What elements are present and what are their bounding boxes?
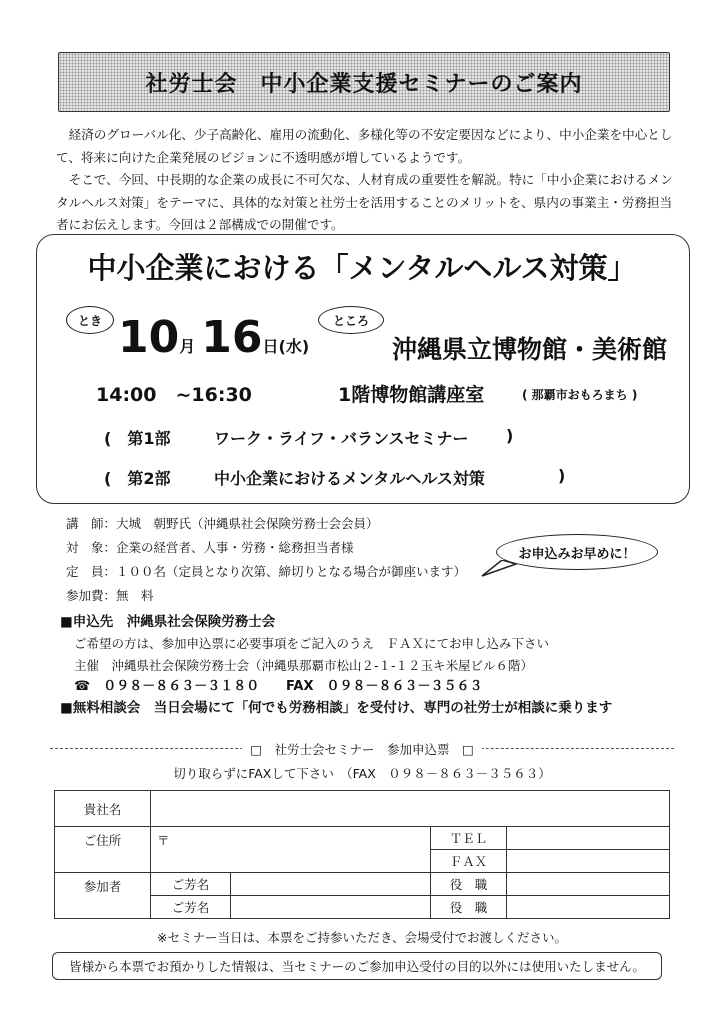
privacy-notice [52, 952, 662, 980]
session-2-title: 中小企業におけるメンタルヘルス対策 [214, 469, 485, 488]
postal-mark: 〒 [157, 833, 170, 848]
event-room: 1階博物館講座室 [338, 384, 485, 406]
address-field[interactable] [151, 827, 431, 873]
event-title: 中小企業における「メンタルヘルス対策」 [87, 251, 637, 285]
session-2-close: ) [558, 466, 566, 485]
session-1-close: ) [506, 426, 514, 445]
name-label-2: ご芳名 [151, 896, 231, 919]
event-room-note: ( 那覇市おもろまち ) [522, 388, 638, 402]
form-instruction: 切り取らずにFAXして下さい （FAX ０９８－８６３－３５６３） [173, 766, 551, 781]
fax-number: FAX ０９８－８６３－３５６３ [286, 679, 483, 694]
apply-heading: ■申込先 沖縄県社会保険労務士会 [60, 614, 276, 630]
position-label-1: 役 職 [431, 873, 507, 896]
apply-early-bubble: お申込みお早めに！ [496, 534, 658, 570]
lecturer: 講 師：大城 朝野氏（沖縄県社会保険労務士会会員） [66, 516, 379, 531]
tel-label: ＴＥＬ [431, 827, 507, 850]
name-field-2[interactable] [231, 896, 431, 919]
event-date [118, 312, 309, 363]
session-1-open: ( 第1部 [104, 429, 171, 448]
event-day-unit: 日 [262, 337, 279, 356]
event-weekday: (水) [278, 337, 310, 356]
page-title: 社労士会 中小企業支援セミナーのご案内 [145, 71, 583, 97]
position-field-2[interactable] [507, 896, 670, 919]
tel-field[interactable] [507, 827, 670, 850]
intro-text [56, 124, 676, 237]
intro-paragraph-2: そこで、今回、中長期的な企業の成長に不可欠な、人材育成の重要性を解説。特に「中小企業におけるメンタルヘルス対策」をテーマに、具体的な対策と社労士を活用することのメリットを、県内の事業主・労務担当者にお伝えします。今回は２部構成での開催です。 [56, 172, 673, 232]
intro-paragraph-1: 経済のグローバル化、少子高齢化、雇用の流動化、多様化等の不安定要因などにより、中小企業を中心として、将来に向けた企業発展のビジョンに不透明感が増しているようです。 [56, 127, 673, 165]
name-label-1: ご芳名 [151, 873, 231, 896]
where-label: ところ [318, 306, 384, 334]
event-month-unit: 月 [179, 337, 196, 356]
free-consultation: ■無料相談会 当日会場にて「何でも労務相談」を受付け、専門の社労士が相談に乗ります [60, 700, 613, 716]
event-venue: 沖縄県立博物館・美術館 [392, 335, 668, 364]
session-1-title: ワーク・ライフ・バランスセミナー [214, 429, 469, 448]
when-label: とき [66, 306, 114, 334]
organizer: 主催 沖縄県社会保険労務士会（沖縄県那覇市松山２-１-１２玉キ米屋ビル６階） [74, 658, 534, 673]
name-field-1[interactable] [231, 873, 431, 896]
session-2-open: ( 第2部 [104, 469, 171, 488]
event-day: 16 [201, 312, 263, 363]
bubble-tail [480, 560, 520, 580]
participant-label: 参加者 [55, 873, 151, 919]
event-month: 10 [118, 312, 180, 363]
fax-field[interactable] [507, 850, 670, 873]
fee: 参加費：無 料 [66, 588, 154, 603]
application-form-table [54, 790, 670, 919]
position-field-1[interactable] [507, 873, 670, 896]
privacy-notice-text: 皆様から本票でお預かりした情報は、当セミナーのご参加申込受付の目的以外には使用いたしません。 [69, 959, 645, 974]
capacity: 定 員：１００名（定員となり次第、締切りとなる場合が御座います） [66, 564, 467, 579]
fax-label: ＦＡＸ [431, 850, 507, 873]
apply-text: ご希望の方は、参加申込票に必要事項をご記入のうえ ＦＡＸにてお申し込み下さい [74, 636, 550, 651]
company-field[interactable] [151, 791, 670, 827]
target-audience: 対 象：企業の経営者、人事・労務・総務担当者様 [66, 540, 354, 555]
tel-number: ☎ ０９８－８６３－３１８０ [74, 679, 260, 694]
form-title-wrap [0, 740, 724, 758]
event-time: 14:00 ~16:30 [96, 384, 252, 406]
address-label: ご住所 [55, 827, 151, 873]
page-title-box [58, 52, 670, 112]
form-note: ※セミナー当日は、本票をご持参いただき、会場受付でお渡しください。 [157, 930, 567, 945]
position-label-2: 役 職 [431, 896, 507, 919]
company-label: 貴社名 [55, 791, 151, 827]
form-title: □ 社労士会セミナー 参加申込票 □ [242, 742, 482, 757]
